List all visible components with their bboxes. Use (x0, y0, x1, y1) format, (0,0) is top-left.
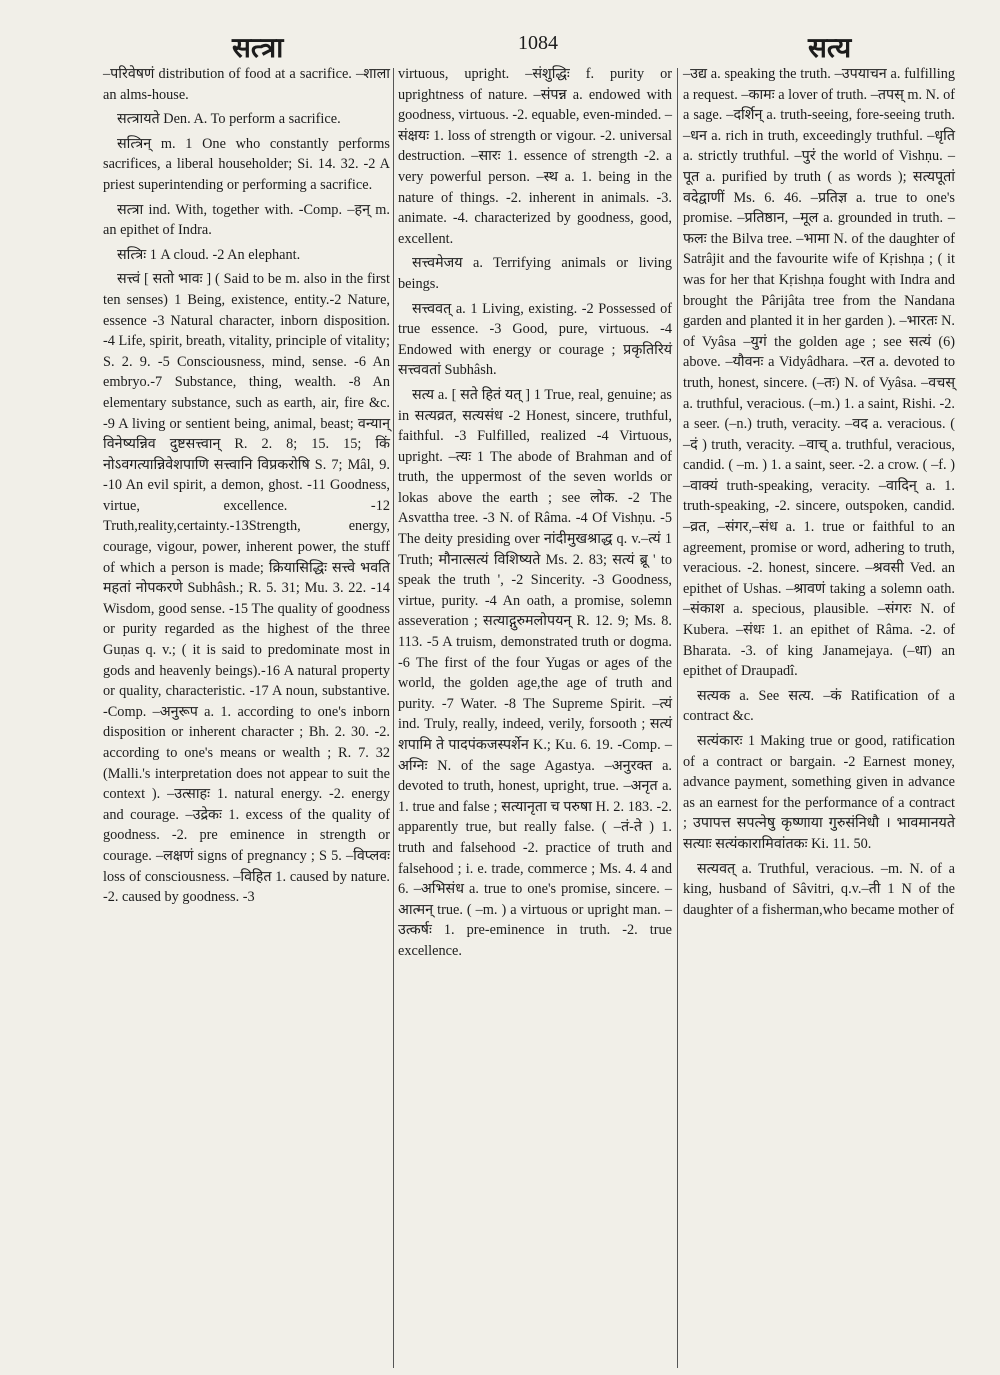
entry-paragraph: सत्त्रायते Den. A. To perform a sacrifice. (117, 111, 341, 128)
entry-paragraph: virtuous, upright. –संशुद्धिः f. purity or uprightness of nature. –संपन्न a. endowed with goodness, virtuous. -2. equable, even-minded. –संक्षयः 1. loss of strength or vigour. -2. universal destruction. –सारः 1. essence of strength -2. a very powerful person. –स्थ a. 1. being in the nature of things. -2. inherent in animals. -3. animate. -4. characterized by goodness, good, excellent. (398, 66, 672, 247)
entry-paragraph: सत्त्वं [ सतो भावः ] ( Said to be m. also in the first ten senses) 1 Being, existence, entity.-2 Nature, essence -3 Natural character, inborn disposition. -4 Life, spirit, breath, vitality, principle of vitality; S. 2. 9. -5 Consciousness, mind, sense. -6 An embryo.-7 Substance, thing, wealth. -8 An elementary substance, such as earth, air, fire &c. -9 A living or sentient being, animal, beast; वन्यान् विनेष्यन्निव दुष्टसत्त्वान् R. 2. 8; 15. 15; किं नोऽवगत्यान्निवेशपाणि सत्त्वानि विप्रकरोषि S. 7; Mâl, 9. -10 An evil spirit, a demon, ghost. -11 Goodness, virtue, excellence. -12 Truth,reality,certainty.-13Strength, energy, courage, vigour, power, inherent power, the stuff of which a person is made; क्रियासिद्धिः सत्त्वे भवति महतां नोपकरणे Subhâsh.; R. 5. 31; Mu. 3. 22. -14 Wisdom, good sense. -15 The quality of goodness or purity regarded as the highest of the three Guṇas q. v.; ( it is said to predominate most in gods and heavenly beings).-16 A natural property or quality, characteristic. -17 A noun, substantive. -Comp. –अनुरूप a. 1. according to one's inborn disposition or inherent character ; Bh. 2. 30. -2. according to one's means or wealth ; R. 7. 32 (Malli.'s interpretation does not appear to suit the context ). –उत्साहः 1. natural energy. -2. energy and courage. –उद्रेकः 1. excess of the quality of goodness. -2. pre eminence in strength or courage. –लक्षणं signs of pregnancy ; S 5. –विप्लवः loss of consciousness. –विहित 1. caused by nature. -2. caused by goodness. -3 (103, 271, 390, 906)
right-running-headword: सत्य (808, 31, 852, 64)
entry-paragraph: सत्त्रिः 1 A cloud. -2 An elephant. (117, 246, 301, 263)
entry-paragraph: सत्यक a. See सत्य. –कं Ratification of a contract &c. (683, 687, 955, 725)
page-header (0, 28, 1000, 68)
entry-paragraph: सत्त्ववत् a. 1 Living, existing. -2 Possessed of true essence. -3 Good, pure, virtuous. -4 Endowed with energy or courage ; प्रकृतिरियं सत्त्ववतां Subhâsh. (398, 300, 672, 379)
column-divider-2 (677, 68, 678, 1368)
column-3 (683, 64, 955, 924)
column-1 (103, 64, 390, 912)
column-divider-1 (393, 68, 394, 1368)
page-number: 1084 (518, 32, 558, 54)
entry-paragraph: –उद्य a. speaking the truth. –उपयाचन a. fulfilling a request. –कामः a lover of truth. –तपस् m. N. of a sage. –दर्शिन् a. truth-seeing, fore-seeing truth. –धन a. rich in truth, exceedingly truthful. –धृति a. strictly truthful. –पुरं the world of Vishṇu. –पूत a. purified by truth ( as words ); सत्यपूतां वदेद्वाणीं Ms. 6. 46. –प्रतिज्ञ a. true to one's promise. –प्रतिष्ठान, –मूल a. grounded in truth. –फलः the Bilva tree. –भामा N. of the daughter of Satrâjit and the favourite wife of Kṛishṇa ; ( it was for her that Kṛishṇa fought with Indra and brought the Pârijâta tree from the Nandana garden and planted it in her garden ). –भारतः N. of Vyâsa –युगं the golden age ; see सत्यं (6) above. –यौवनः a Vidyâdhara. –रत a. devoted to truth, honest, sincere. (–तः) N. of Vyâsa. –वचस् a. truthful, veracious. (–m.) 1. a saint, Rishi. -2. a seer. (–n.) truth, veracity. –वद a. veracious. ( –दं ) truth, veracity. –वाच् a. truthful, veracious, candid. ( –m. ) 1. a saint, seer. -2. a crow. ( –f. ) –वाक्यं truth-speaking, veracity. –वादिन् a. 1. truth-speaking, -2. sincere, outspoken, candid. –व्रत, –संगर,–संध a. 1. true or faithful to an agreement, promise or word, adhering to truth, veracious. -2. honest, sincere. –श्रवसी Ved. an epithet of Ushas. –श्रावणं taking a solemn oath. –संकाश a. specious, plausible. –संगरः N. of Kubera. –संधः 1. an epithet of Râma. -2. of Bharata. -3. of king Janamejaya. (–धा) an epithet of Draupadî. (683, 66, 956, 680)
entry-paragraph: सत्त्रिन् m. 1 One who constantly performs sacrifices, a liberal householder; Si. 14. 32. -2 A priest superintending or performing a sacrifice. (103, 135, 390, 193)
left-running-headword: सत्त्रा (232, 31, 284, 64)
entry-paragraph: सत्य a. [ सते हितं यत् ] 1 True, real, genuine; as in सत्यव्रत, सत्यसंध -2 Honest, sincere, truthful, faithful. -3 Fulfilled, realized -4 Virtuous, upright. –त्यः 1 The abode of Brahman and of truth, the uppermost of the seven worlds or lokas above the earth ; see लोक. -2 The Asvattha tree. -3 N. of Râma. -4 Of Vishṇu. -5 The deity presiding over नांदीमुखश्राद्ध q. v.–त्यं 1 Truth; मौनात्सत्यं विशिष्यते Ms. 2. 83; सत्यं ब्रू ' to speak the truth ', -2 Sincerity. -3 Goodness, virtue, purity. -4 An oath, a promise, solemn asseveration ; सत्याद्गुरुमलोपयन् R. 12. 9; Ms. 8. 113. -5 A truism, demonstrated truth or dogma. -6 The first of the four Yugas or ages of the world, the golden age,the age of truth and purity. -7 Water. -8 The Supreme Spirit. –त्यं ind. Truly, really, indeed, verily, forsooth ; सत्यं शपामि ते पादपंकजस्पर्शेन K.; Ku. 6. 19. -Comp. –अग्निः N. of the sage Agastya. –अनुरक्त a. devoted to truth, honest, upright, true. –अनृत a. 1. true and false ; सत्यानृता च परुषा H. 2. 183. -2. apparently true, but really false. ( –तं-ते ) 1. truth and falsehood -2. practice of truth and falsehood ; i. e. trade, commerce ; Ms. 4. 4 and 6. –अभिसंध a. true to one's promise, sincere. –आत्मन् true. ( –m. ) a virtuous or upright man. –उत्कर्षः 1. pre-eminence in truth. -2. true excellence. (398, 386, 672, 959)
entry-paragraph: –परिवेषणं distribution of food at a sacrifice. –शाला an alms-house. (103, 66, 390, 103)
column-2 (398, 64, 672, 966)
entry-paragraph: सत्यवत् a. Truthful, veracious. –m. N. of a king, husband of Sâvitri, q.v.–ती 1 N of the daughter of a fisherman,who became mother of (683, 860, 955, 918)
entry-paragraph: सत्त्रा ind. With, together with. -Comp. –हन् m. an epithet of Indra. (103, 201, 390, 239)
entry-paragraph: सत्त्वमेजय a. Terrifying animals or living beings. (398, 255, 672, 292)
entry-paragraph: सत्यंकारः 1 Making true or good, ratification of a contract or bargain. -2 Earnest money, advance payment, something given in advance as an earnest for the performance of a contract ; उपापत्त सपत्नेषु कृष्णाया गुरुसंनिधौ । भावमानयते सत्याः सत्यंकारामिवांतकः Ki. 11. 50. (683, 733, 955, 852)
